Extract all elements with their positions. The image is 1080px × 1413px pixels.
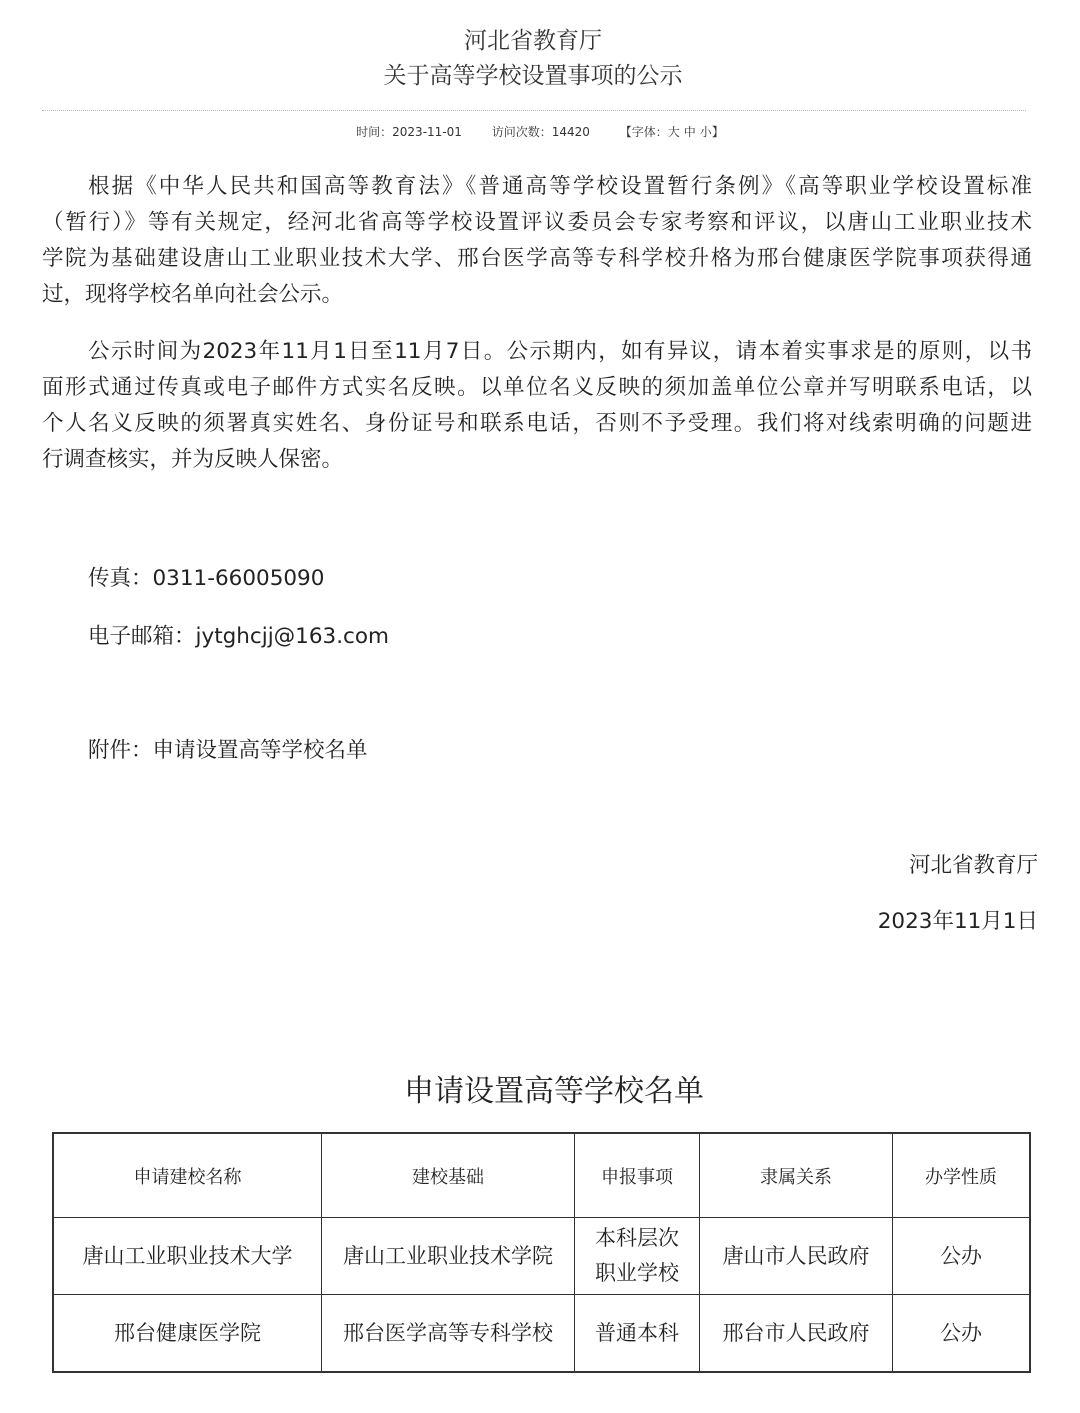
page-title: 关于高等学校设置事项的公示 xyxy=(383,63,683,89)
font-close: 】 xyxy=(711,125,724,139)
table-cell: 公办 xyxy=(893,1295,1031,1373)
org-title: 河北省教育厅 xyxy=(464,28,602,54)
attachment-link[interactable]: 附件：申请设置高等学校名单 xyxy=(88,738,368,763)
table-cell: 邢台健康医学院 xyxy=(53,1295,322,1373)
column-header: 申报事项 xyxy=(575,1133,700,1218)
column-header: 建校基础 xyxy=(322,1133,575,1218)
signature: 河北省教育厅 xyxy=(908,853,1038,878)
column-header: 办学性质 xyxy=(893,1133,1031,1218)
divider xyxy=(42,110,1026,111)
font-large-link[interactable]: 大 xyxy=(667,125,680,139)
table-cell: 唐山市人民政府 xyxy=(700,1218,893,1295)
column-header: 申请建校名称 xyxy=(53,1133,322,1218)
font-size-control xyxy=(620,125,724,139)
table-cell: 普通本科 xyxy=(575,1295,700,1373)
cell-line: 职业学校 xyxy=(595,1261,679,1285)
column-header: 隶属关系 xyxy=(700,1133,893,1218)
text-line: 个人名义反映的须署真实姓名、身份证号和联系电话，否则不予受理。我们将对线索明确的问题进 xyxy=(42,411,1032,436)
fax-number: 传真：0311-66005090 xyxy=(88,566,325,591)
paragraph-1 xyxy=(42,169,1032,313)
text-line: 公示时间为2023年11月1日至11月7日。公示期内，如有异议，请本着实事求是的原则，以书 xyxy=(88,339,1032,364)
text-line: 面形式通过传真或电子邮件方式实名反映。以单位名义反映的须加盖单位公章并写明联系电话，以 xyxy=(42,375,1032,400)
table-title: 申请设置高等学校名单 xyxy=(404,1074,704,1109)
font-medium-link[interactable]: 中 xyxy=(683,125,696,139)
table-header-row xyxy=(53,1133,1030,1218)
table-row xyxy=(53,1218,1030,1295)
meta-bar xyxy=(0,123,1080,140)
table-cell: 唐山工业职业技术学院 xyxy=(322,1218,575,1295)
table-cell: 邢台市人民政府 xyxy=(700,1295,893,1373)
table-cell: 公办 xyxy=(893,1218,1031,1295)
font-small-link[interactable]: 小 xyxy=(699,125,712,139)
text-line: 过，现将学校名单向社会公示。 xyxy=(42,282,344,307)
paragraph-2 xyxy=(42,334,1032,478)
table-row xyxy=(53,1295,1030,1373)
text-line: （暂行）》等有关规定，经河北省高等学校设置评议委员会专家考察和评议，以唐山工业职业技术 xyxy=(42,210,1032,235)
email-address[interactable]: 电子邮箱：jytghcjj@163.com xyxy=(88,624,389,649)
font-label: 【字体： xyxy=(619,125,668,139)
text-line: 行调查核实，并为反映人保密。 xyxy=(42,447,344,472)
table-cell: 邢台医学高等专科学校 xyxy=(322,1295,575,1373)
visit-count: 访问次数：14420 xyxy=(491,125,590,139)
text-line: 根据《中华人民共和国高等教育法》《普通高等学校设置暂行条例》《高等职业学校设置标准 xyxy=(88,174,1032,199)
cell-line: 本科层次 xyxy=(595,1226,679,1250)
text-line: 学院为基础建设唐山工业职业技术大学、邢台医学高等专科学校升格为邢台健康医学院事项获得通 xyxy=(42,246,1032,271)
publish-time: 时间：2023-11-01 xyxy=(356,125,462,139)
table-cell xyxy=(575,1218,700,1295)
signature-date: 2023年11月1日 xyxy=(877,909,1038,934)
schools-table xyxy=(52,1132,1031,1373)
table-cell: 唐山工业职业技术大学 xyxy=(53,1218,322,1295)
